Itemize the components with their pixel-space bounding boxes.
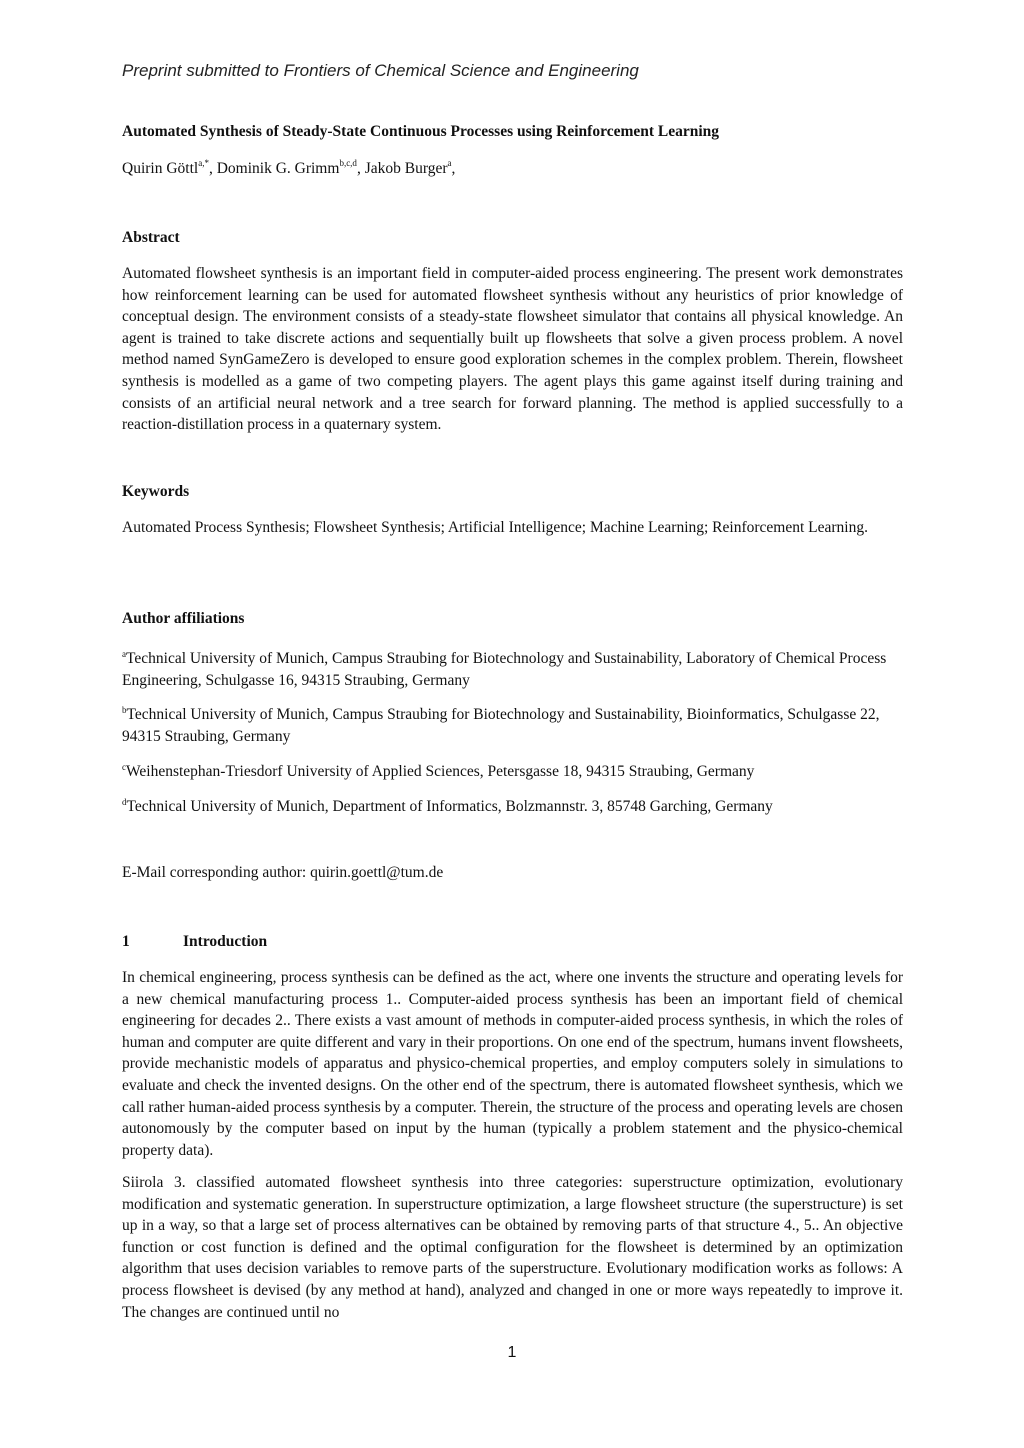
keywords-heading: Keywords [122, 483, 190, 500]
author-affiliation-mark: a [447, 158, 452, 168]
affiliation-text: Weihenstephan-Triesdorf University of Applied Sciences, Petersgasse 18, 94315 Straubing, Germany [126, 763, 755, 780]
author-separator: , [356, 160, 365, 177]
affiliation-item [122, 757, 903, 783]
affiliation-text: Technical University of Munich, Department of Informatics, Bolzmannstr. 3, 85748 Garching, Germany [126, 798, 773, 815]
affiliation-mark: c [122, 762, 126, 772]
author-separator: , [208, 160, 217, 177]
intro-paragraph-2: Siirola 3. classified automated flowsheet synthesis into three categories: superstructure optimization, evolutionary modification and systematic generation. In superstructure optimization, a large flowsheet structure (the superstructure) is set up in a way, so that a large set of process alternatives can be obtained by removing parts of that structure 4., 5.. An objective function or cost function is defined and the optimal configuration for the flowsheet is determined by an optimization algorithm that uses decision variables to remove parts of the superstructure. Evolutionary modification works as follows: A process flowsheet is devised (by any method at hand), analyzed and changed in one or more ways repeatedly to improve it. The changes are continued until no [122, 1174, 903, 1321]
page-number: 1 [507, 1344, 517, 1361]
affiliation-item [122, 644, 903, 691]
author-name: Dominik G. Grimm [216, 160, 340, 177]
section-title: Introduction [183, 933, 268, 950]
affiliations-heading: Author affiliations [122, 610, 245, 627]
running-header: Preprint submitted to Frontiers of Chemical Science and Engineering [122, 61, 639, 80]
affiliation-item [122, 792, 903, 818]
affiliation-text: Technical University of Munich, Campus Straubing for Biotechnology and Sustainability, Laboratory of Chemical Process Engineering, Schulgasse 16, 94315 Straubing, Germany [122, 650, 887, 689]
section-number: 1 [122, 933, 130, 950]
abstract-text: Automated flowsheet synthesis is an important field in computer-aided process engineering. The present work demonstrates how reinforcement learning can be used for automated flowsheet synthesis without any heuristics of prior knowledge of conceptual design. The environment consists of a steady-state flowsheet simulator that contains all physical knowledge. An agent is trained to take discrete actions and sequentially built up flowsheets that solve a given process problem. A novel method named SynGameZero is developed to ensure good exploration schemes in the complex problem. Therein, flowsheet synthesis is modelled as a game of two competing players. The agent plays this game against itself during training and consists of an artificial neural network and a tree search for forward planning. The method is applied successfully to a reaction-distillation process in a quaternary system. [122, 265, 903, 434]
affiliation-mark: b [122, 705, 127, 715]
corresponding-email: E-Mail corresponding author: quirin.goettl@tum.de [122, 864, 444, 881]
author-name: Jakob Burger [364, 160, 448, 177]
author-list [122, 158, 455, 178]
author-name: Quirin Göttl [122, 160, 199, 177]
author-affiliation-mark: a,* [198, 158, 209, 168]
intro-paragraph-1: In chemical engineering, process synthesis can be defined as the act, where one invents the structure and operating levels for a new chemical manufacturing process 1.. Computer-aided process synthesis has been an important field of chemical engineering for decades 2.. There exists a vast amount of methods in computer-aided process synthesis, in which the roles of human and computer are quite different and vary in their proportions. On one end of the spectrum, humans invent flowsheets, provide mechanistic models of apparatus and physico-chemical properties, and employ computers solely in simulations to evaluate and check the invented designs. On the other end of the spectrum, there is automated flowsheet synthesis, which we call rather human-aided process synthesis by a computer. Therein, the structure of the process and operating levels are chosen autonomously by the computer based on input by the human (typically a problem statement and the physico-chemical property data). [122, 969, 903, 1159]
affiliation-mark: d [122, 797, 127, 807]
author-affiliation-mark: b,c,d [339, 158, 357, 168]
affiliation-mark: a [122, 649, 126, 659]
affiliation-item [122, 700, 903, 747]
affiliation-text: Technical University of Munich, Campus Straubing for Biotechnology and Sustainability, Bioinformatics, Schulgasse 22, 94315 Straubing, Germany [122, 706, 880, 745]
author-separator: , [451, 160, 456, 177]
abstract-heading: Abstract [122, 229, 180, 246]
paper-title: Automated Synthesis of Steady-State Continuous Processes using Reinforcement Learning [122, 123, 720, 140]
keywords-text: Automated Process Synthesis; Flowsheet Synthesis; Artificial Intelligence; Machine Learning; Reinforcement Learning. [122, 519, 868, 536]
